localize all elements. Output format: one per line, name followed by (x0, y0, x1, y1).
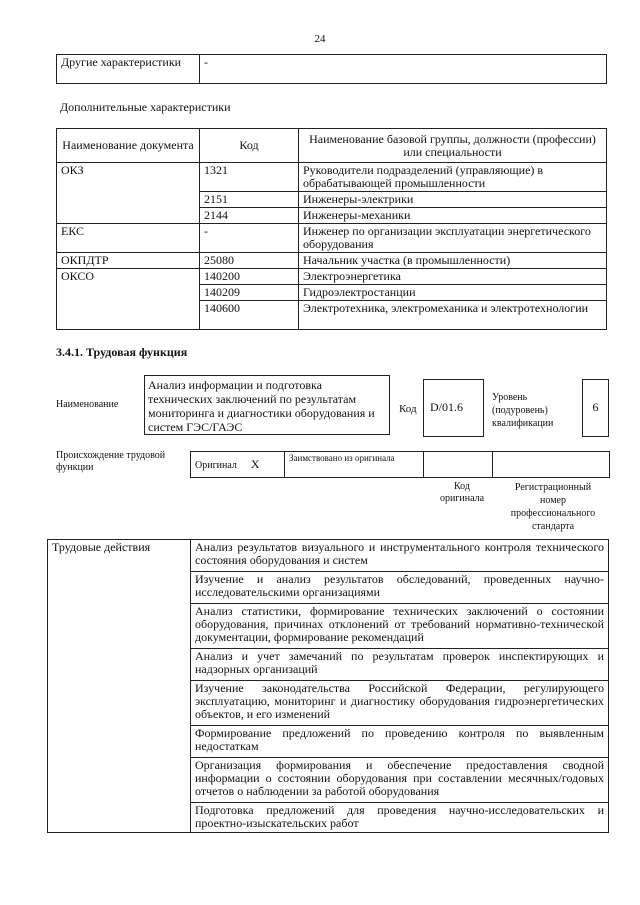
borrowed-label: Заимствовано из оригинала (285, 452, 424, 478)
row-code: 25080 (200, 253, 299, 269)
table-row (57, 269, 607, 285)
row-document: ЕКС (57, 224, 200, 253)
table-row (57, 253, 607, 269)
labor-action-item: Подготовка предложений для проведения научно-исследовательских и проектно-изыскательских работ (191, 803, 609, 833)
row-group: Начальник участка (в промышленности) (299, 253, 607, 269)
origin-table (190, 451, 610, 478)
row-group: Инженеры-электрики (299, 192, 607, 208)
row-code: 2144 (200, 208, 299, 224)
additional-characteristics-title: Дополнительные характеристики (60, 100, 231, 114)
function-title: 3.4.1. Трудовая функция (56, 345, 188, 359)
row-code: 1321 (200, 163, 299, 192)
original-mark: X (250, 457, 260, 471)
row-group: Инженер по организации эксплуатации энергетического оборудования (299, 224, 607, 253)
additional-characteristics-table (56, 128, 607, 330)
original-cell (191, 452, 285, 478)
level-label: Уровень (подуровень) квалификации (492, 392, 554, 429)
row-group: Руководители подразделений (управляющие) в обрабатывающей промышленности (299, 163, 607, 192)
row-code: - (200, 224, 299, 253)
other-characteristics-table (56, 54, 607, 84)
row-code: 140209 (200, 285, 299, 301)
row-group: Инженеры-механики (299, 208, 607, 224)
header-document: Наименование документа (57, 129, 200, 163)
other-characteristics-value: - (200, 55, 607, 84)
code-original-label: Код оригинала (439, 481, 485, 504)
other-characteristics-label: Другие характеристики (57, 55, 200, 84)
labor-action-item: Формирование предложений по проведению контроля по выявленным недостаткам (191, 726, 609, 758)
header-group-name: Наименование базовой группы, должности (профессии) или специальности (299, 129, 607, 163)
row-code: 140600 (200, 301, 299, 330)
code-label: Код (399, 403, 417, 415)
labor-action-item: Анализ и учет замечаний по результатам проверок инспектирующих и надзорных организаций (191, 649, 609, 681)
table-row (48, 540, 609, 572)
name-label: Наименование (56, 399, 119, 410)
row-document: ОКСО (57, 269, 200, 330)
original-label: Оригинал (195, 460, 237, 471)
header-code: Код (200, 129, 299, 163)
labor-actions-label: Трудовые действия (48, 540, 191, 833)
labor-action-item: Анализ статистики, формирование технических заключений о состоянии оборудования, причинах отклонений от требований нормативно-технической документации, формирование рекомендаций (191, 604, 609, 649)
reg-number-cell (493, 452, 610, 478)
labor-action-item: Изучение и анализ результатов обследований, проведенных научно-исследовательскими организациями (191, 572, 609, 604)
table-header-row (57, 129, 607, 163)
row-document: ОКПДТР (57, 253, 200, 269)
row-group: Гидроэлектростанции (299, 285, 607, 301)
origin-label: Происхождение трудовой функции (56, 450, 166, 473)
code-original-cell (424, 452, 493, 478)
row-group: Электроэнергетика (299, 269, 607, 285)
level-box: 6 (582, 379, 609, 437)
table-row (57, 163, 607, 192)
row-code: 140200 (200, 269, 299, 285)
labor-action-item: Изучение законодательства Российской Федерации, регулирующего эксплуатацию, мониторинг и диагностику оборудования гидроэнергетических объектов, и его изменений (191, 681, 609, 726)
labor-action-item: Анализ результатов визуального и инструментального контроля технического состояния оборудования и систем (191, 540, 609, 572)
row-group: Электротехника, электромеханика и электротехнологии (299, 301, 607, 330)
reg-number-label: Регистрационный номер профессионального стандарта (510, 482, 596, 532)
row-document: ОКЗ (57, 163, 200, 224)
row-code: 2151 (200, 192, 299, 208)
function-name-box: Анализ информации и подготовка технических заключений по результатам мониторинга и диагностики оборудования и систем ГЭС/ГАЭС (144, 375, 390, 435)
labor-actions-table (47, 539, 609, 833)
page-number: 24 (314, 33, 326, 45)
function-code-box: D/01.6 (423, 379, 484, 437)
labor-action-item: Организация формирования и обеспечение предоставления сводной информации о состоянии оборудования при составлении месячных/годовых отчетов о наблюдении за работой оборудования (191, 758, 609, 803)
table-row (57, 224, 607, 253)
